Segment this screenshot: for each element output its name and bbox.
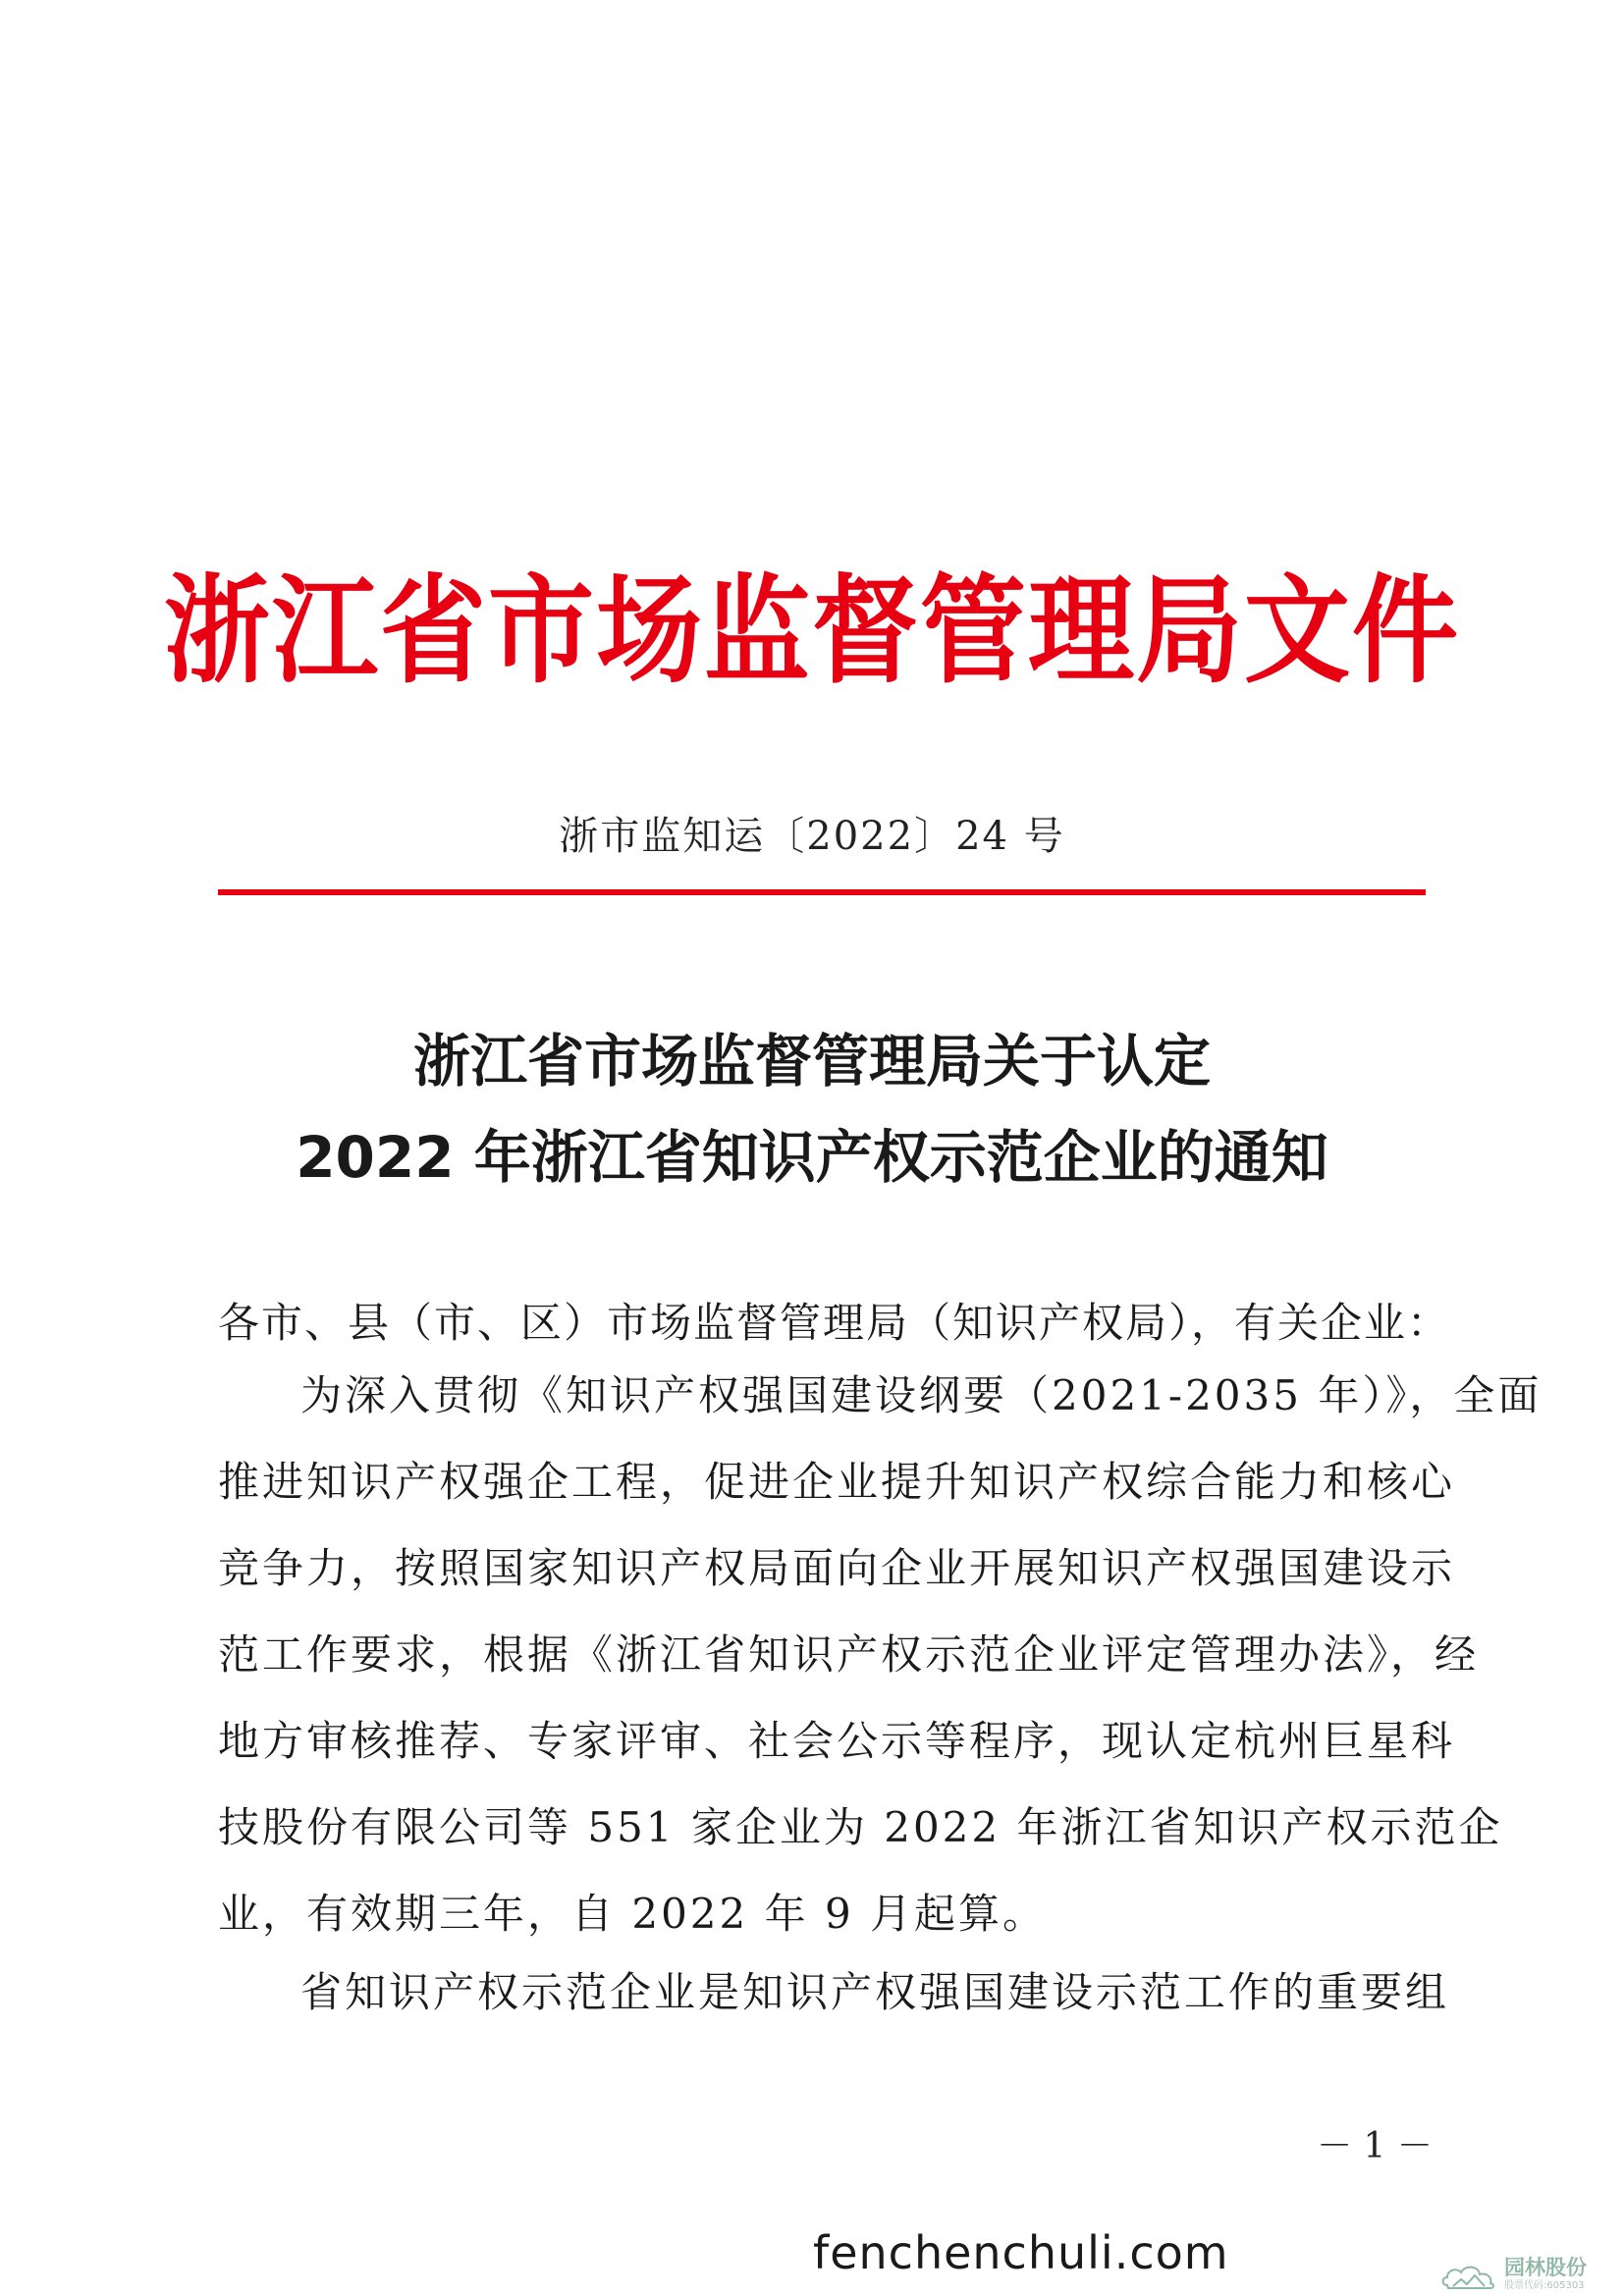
watermark-url: fenchenchuli.com <box>813 2226 1229 2279</box>
paragraph-line: 地方审核推荐、专家评审、社会公示等程序，现认定杭州巨星科 <box>218 1717 1456 1765</box>
issuer-header: 浙江省市场监督管理局文件 <box>163 563 1460 700</box>
salutation: 各市、县（市、区）市场监督管理局（知识产权局），有关企业： <box>218 1299 1451 1347</box>
brand-stock-code: 股票代码:605303 <box>1504 2280 1585 2291</box>
paragraph-2: 省知识产权示范企业是知识产权强国建设示范工作的重要组 <box>300 1968 1450 2016</box>
paragraph-line: 范工作要求，根据《浙江省知识产权示范企业评定管理办法》，经 <box>218 1630 1480 1679</box>
brand-name: 园林股份 <box>1504 2256 1587 2279</box>
paragraph-line: 业，有效期三年，自 2022 年 9 月起算。 <box>218 1890 1048 1938</box>
document-number: 浙市监知运〔2022〕24 号 <box>559 814 1065 859</box>
paragraph-line: 技股份有限公司等 551 家企业为 2022 年浙江省知识产权示范企 <box>218 1803 1503 1851</box>
notice-title-line1: 浙江省市场监督管理局关于认定 <box>412 1028 1211 1095</box>
page-number: － 1 － <box>1317 2126 1433 2166</box>
paragraph-1 <box>218 1366 1543 1971</box>
red-divider <box>218 889 1426 895</box>
paragraph-line: 为深入贯彻《知识产权强国建设纲要（2021-2035 年）》，全面 <box>300 1371 1543 1419</box>
paragraph-line: 推进知识产权强企工程，促进企业提升知识产权综合能力和核心 <box>218 1458 1456 1506</box>
notice-title-line2: 2022 年浙江省知识产权示范企业的通知 <box>296 1124 1328 1191</box>
paragraph-line: 竞争力，按照国家知识产权局面向企业开展知识产权强国建设示 <box>218 1544 1456 1592</box>
brand-watermark <box>1439 2256 1624 2296</box>
cloud-logo-icon <box>1439 2260 1500 2291</box>
notice-title <box>0 1013 1624 1205</box>
